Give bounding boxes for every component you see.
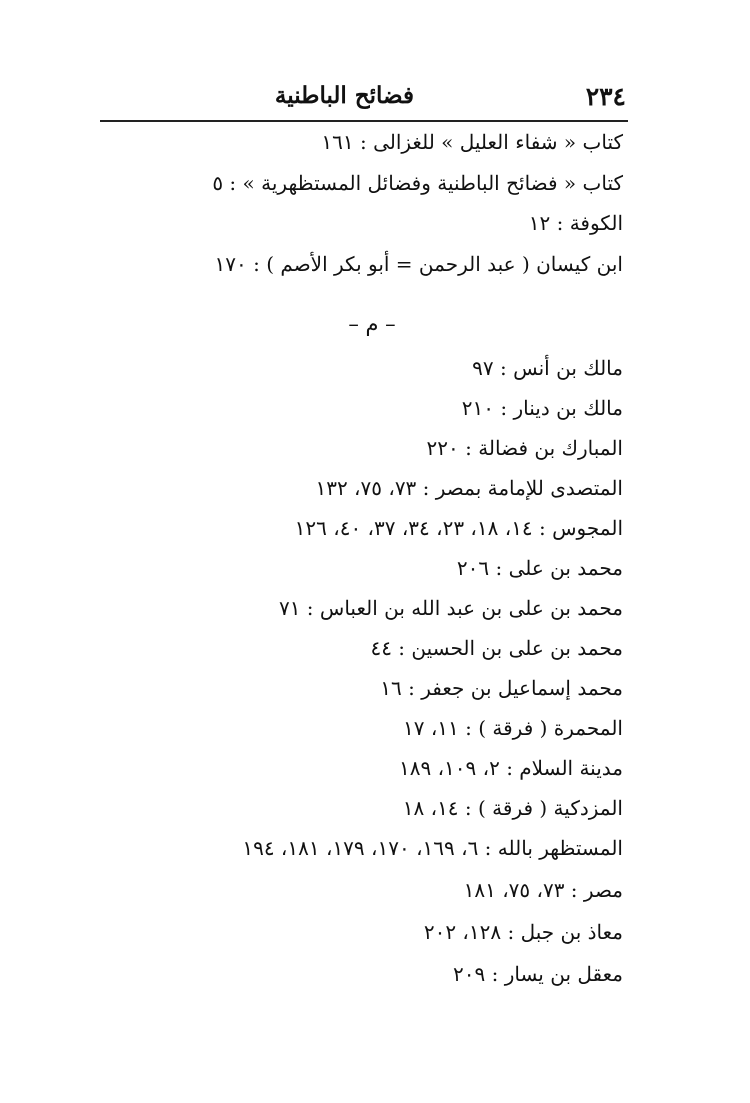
index-entry: المبارك بن فضالة : ٢٢٠ (426, 436, 623, 460)
index-entry: مالك بن أنس : ٩٧ (472, 356, 623, 380)
index-entry: المستظهر بالله : ٦، ١٦٩، ١٧٠، ١٧٩، ١٨١، ١٩٤ (242, 836, 623, 860)
index-entry: مالك بن دينار : ٢١٠ (461, 396, 623, 420)
index-entry: محمد بن على بن عبد الله بن العباس : ٧١ (278, 596, 623, 620)
index-entry: المحمرة ( فرقة ) : ١١، ١٧ (403, 716, 623, 740)
index-entry: الكوفة : ١٢ (528, 211, 623, 235)
index-entry: مدينة السلام : ٢، ١٠٩، ١٨٩ (399, 756, 623, 780)
index-entry: معاذ بن جبل : ١٢٨، ٢٠٢ (423, 920, 623, 944)
index-entry: محمد بن على : ٢٠٦ (456, 556, 623, 580)
index-entry: ابن كيسان ( عبد الرحمن = أبو بكر الأصم ) : ١٧٠ (214, 252, 623, 276)
running-title: فضائح الباطنية (274, 82, 414, 109)
index-entry: محمد إسماعيل بن جعفر : ١٦ (380, 676, 623, 700)
index-entry: مصر : ٧٣، ٧٥، ١٨١ (463, 878, 623, 902)
header-rule (100, 120, 628, 122)
letter-heading: – م – (348, 312, 396, 336)
page-number: ٢٣٤ (585, 82, 626, 111)
index-entry: محمد بن على بن الحسين : ٤٤ (370, 636, 623, 660)
index-entry: كتاب « فضائح الباطنية وفضائل المستظهرية » : ٥ (212, 171, 623, 195)
index-entry: المزدكية ( فرقة ) : ١٤، ١٨ (402, 796, 623, 820)
index-entry: كتاب « شفاء العليل » للغزالى : ١٦١ (321, 130, 623, 154)
index-entry: المجوس : ١٤، ١٨، ٢٣، ٣٤، ٣٧، ٤٠، ١٢٦ (294, 516, 623, 540)
index-entry: معقل بن يسار : ٢٠٩ (453, 962, 623, 986)
page-header (100, 78, 626, 116)
index-entry: المتصدى للإمامة بمصر : ٧٣، ٧٥، ١٣٢ (315, 476, 623, 500)
